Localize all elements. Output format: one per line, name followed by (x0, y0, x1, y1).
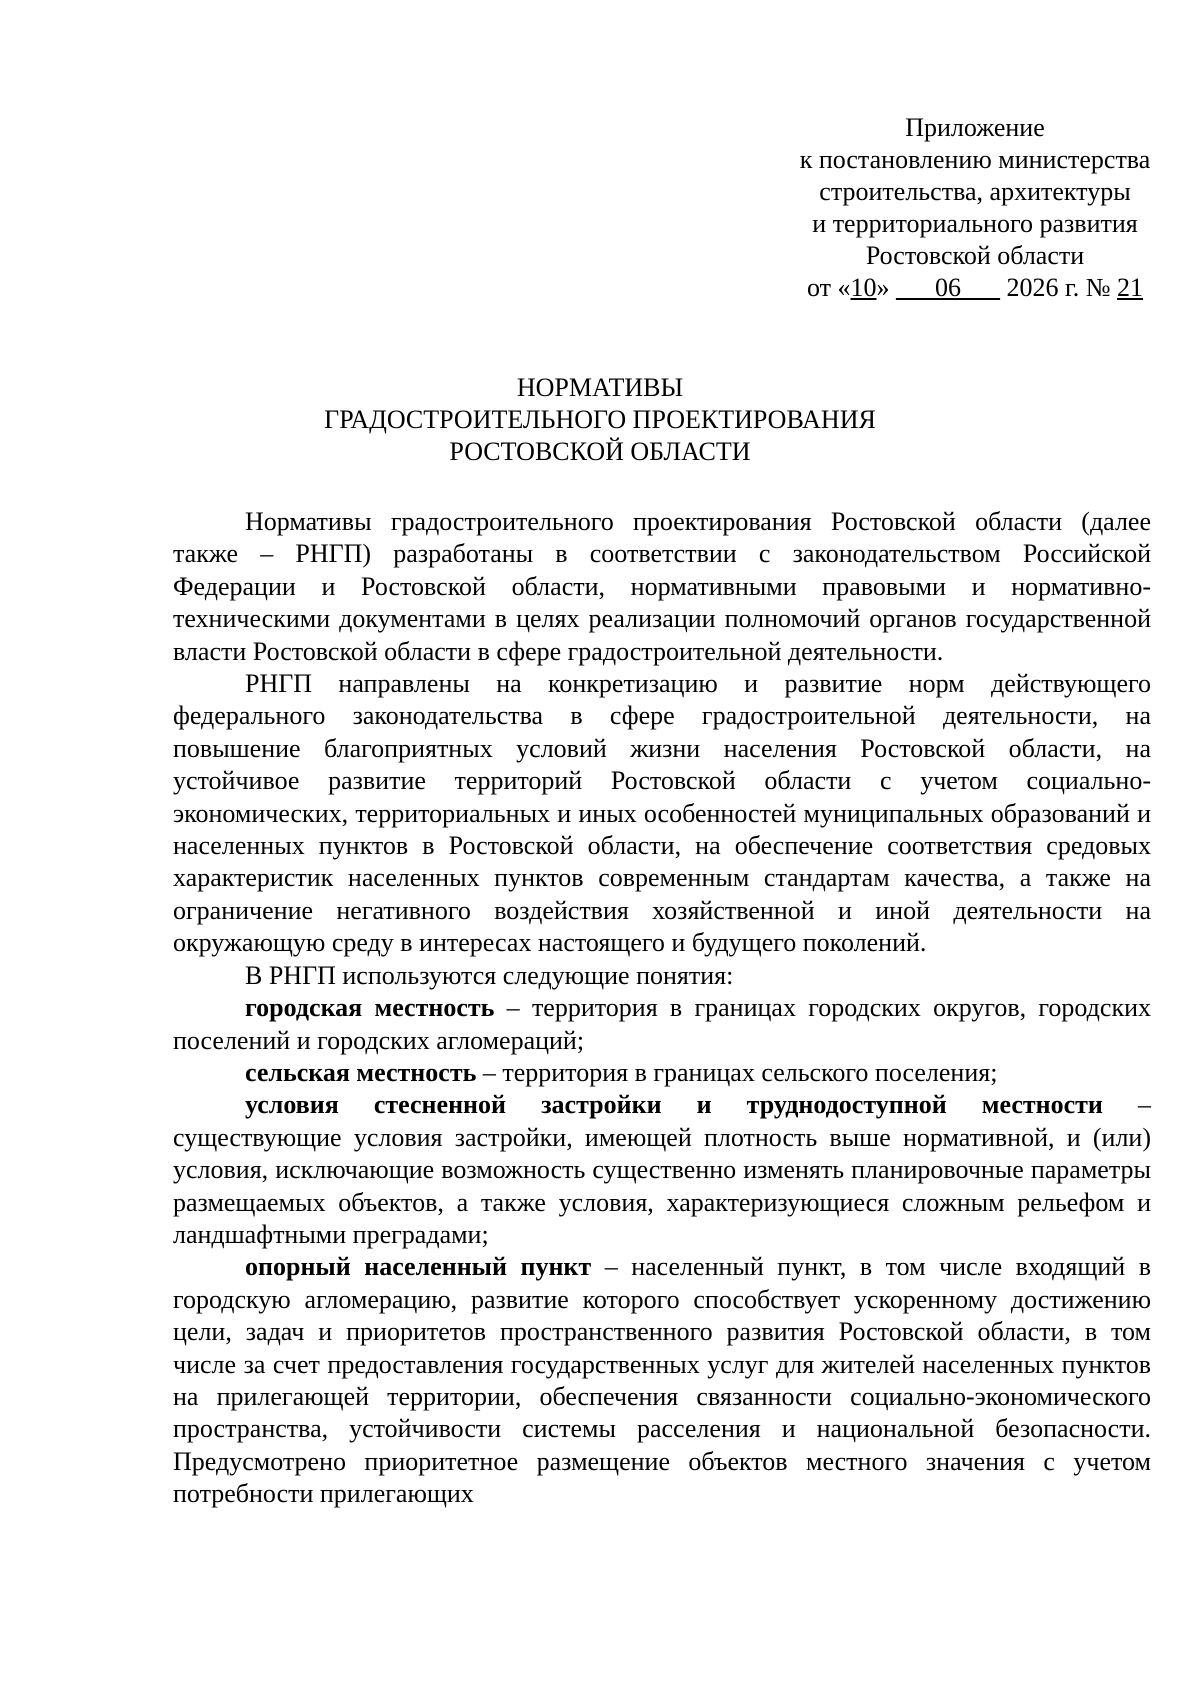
definition-item (173, 1251, 1151, 1510)
definition-text: – территория в границах городских округов, городских поселений и городских агломераций; (173, 993, 1151, 1055)
approval-date-line (700, 272, 1200, 304)
date-prefix: от « (806, 273, 851, 302)
approval-block (700, 112, 1200, 304)
document-number: 21 (1117, 273, 1144, 302)
definition-term: сельская местность (245, 1057, 477, 1087)
definition-text: – существующие условия застройки, имеющей плотность выше нормативной, и (или) условия, исключающие возможность существенно изменять планировочные параметры размещаемых объектов, а также условия, характеризующиеся сложным рельефом и ландшафтными преградами; (173, 1090, 1151, 1249)
definition-term: городская местность (245, 993, 495, 1023)
document-title (0, 372, 1200, 468)
title-line: НОРМАТИВЫ (516, 373, 684, 402)
approval-line: Приложение (905, 113, 1045, 142)
date-month: ___06___ (895, 273, 1000, 302)
date-year: 2026 г. № (999, 273, 1118, 302)
approval-line: Ростовской области (865, 241, 1085, 270)
approval-line: к постановлению министерства (799, 145, 1151, 174)
date-mid: » (876, 273, 896, 302)
definition-item (173, 1089, 1151, 1251)
document-body (173, 506, 1151, 1511)
paragraph: РНГП направлены на конкретизацию и развитие норм действующего федерального законодательства в сфере градостроительной деятельности, на повышение благоприятных условий жизни населения Ростовской области, на устойчивое развитие территорий Ростовской области с учетом социально-экономических, территориальных и иных особенностей муниципальных образований и населенных пунктов в Ростовской области, на обеспечение соответствия средовых характеристик населенных пунктов современным стандартам качества, а также на ограничение негативного воздействия хозяйственной и иной деятельности на окружающую среду в интересах настоящего и будущего поколений. (173, 669, 1151, 958)
definition-text: – территория в границах сельского поселения; (476, 1057, 998, 1087)
title-line: ГРАДОСТРОИТЕЛЬНОГО ПРОЕКТИРОВАНИЯ (324, 405, 876, 434)
definition-text: – населенный пункт, в том числе входящий в городскую агломерацию, развитие которого способствует ускоренному достижению цели, задач и приоритетов пространственного развития Ростовской области, в том числе за счет предоставления государственных услуг для жителей населенных пунктов на прилегающей территории, обеспечения связанности социально-экономического пространства, устойчивости системы расселения и национальной безопасности. Предусмотрено приоритетное размещение объектов местного значения с учетом потребности прилегающих (173, 1252, 1151, 1509)
paragraph: Нормативы градостроительного проектирования Ростовской области (далее также – РНГП) разработаны в соответствии с законодательством Российской Федерации и Ростовской области, нормативными правовыми и нормативно-техническими документами в целях реализации полномочий органов государственной власти Ростовской области в сфере градостроительной деятельности. (173, 507, 1151, 666)
definition-term: опорный населенный пункт (245, 1252, 592, 1282)
approval-line: строительства, архитектуры (819, 177, 1131, 206)
definition-term: условия стесненной застройки и труднодоступной местности (245, 1090, 1103, 1120)
date-day: 10 (850, 273, 877, 302)
paragraph: В РНГП используются следующие понятия: (245, 960, 734, 990)
definition-item (173, 992, 1151, 1057)
approval-line: и территориального развития (812, 209, 1138, 238)
title-line: РОСТОВСКОЙ ОБЛАСТИ (449, 437, 751, 466)
definition-item (173, 1057, 1151, 1089)
